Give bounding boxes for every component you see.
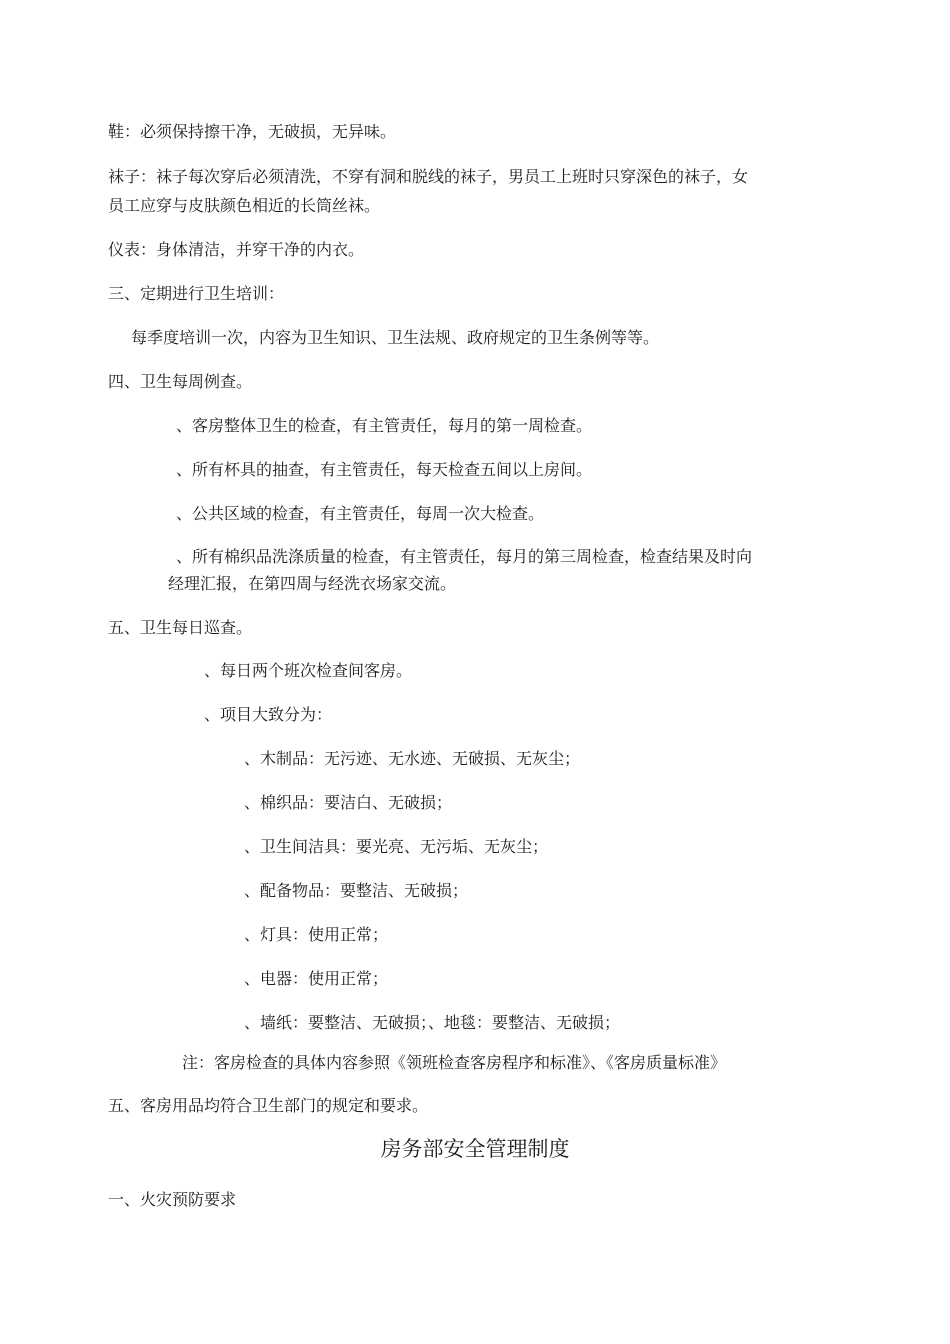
heading-fire-prevention: 一、火灾预防要求: [108, 1190, 237, 1209]
paragraph-shoes: 鞋：必须保持擦干净，无破损，无异味。: [108, 122, 397, 141]
sub-list-item: 、灯具：使用正常；: [244, 925, 389, 944]
list-item: 、所有杯具的抽查，有主管责任，每天检查五间以上房间。: [176, 460, 593, 479]
sub-list-item: 、卫生间洁具：要光亮、无污垢、无灰尘；: [244, 837, 549, 856]
heading-daily-check: 五、卫生每日巡查。: [108, 618, 253, 637]
paragraph-socks: 袜子：袜子每次穿后必须清洗，不穿有洞和脱线的袜子，男员工上班时只穿深色的袜子，女: [108, 167, 749, 186]
list-item: 、公共区域的检查，有主管责任，每周一次大检查。: [176, 504, 545, 523]
heading-training: 三、定期进行卫生培训：: [108, 284, 285, 303]
sub-list-item: 、墙纸：要整洁、无破损；、地毯：要整洁、无破损；: [244, 1013, 621, 1032]
sub-list-item: 、棉织品：要洁白、无破损；: [244, 793, 453, 812]
heading-weekly-check: 四、卫生每周例查。: [108, 372, 253, 391]
sub-list-item: 、木制品：无污迹、无水迹、无破损、无灰尘；: [244, 749, 581, 768]
list-item: 、项目大致分为：: [204, 705, 333, 724]
list-item: 、所有棉织品洗涤质量的检查，有主管责任，每月的第三周检查，检查结果及时向: [176, 547, 753, 566]
paragraph-training: 每季度培训一次，内容为卫生知识、卫生法规、政府规定的卫生条例等等。: [131, 328, 660, 347]
sub-list-item: 、电器：使用正常；: [244, 969, 389, 988]
paragraph-appearance: 仪表：身体清洁，并穿干净的内衣。: [108, 240, 365, 259]
paragraph-socks-cont: 员工应穿与皮肤颜色相近的长筒丝袜。: [108, 196, 381, 215]
list-item: 、客房整体卫生的检查，有主管责任，每月的第一周检查。: [176, 416, 593, 435]
section-title: 房务部安全管理制度: [380, 1137, 570, 1161]
heading-supplies: 五、客房用品均符合卫生部门的规定和要求。: [108, 1096, 429, 1115]
sub-list-item: 、配备物品：要整洁、无破损；: [244, 881, 469, 900]
note: 注：客房检查的具体内容参照《领班检查客房程序和标准》、《客房质量标准》: [182, 1053, 727, 1072]
list-item-cont: 经理汇报，在第四周与经洗衣场家交流。: [168, 574, 457, 593]
list-item: 、每日两个班次检查间客房。: [204, 661, 413, 680]
